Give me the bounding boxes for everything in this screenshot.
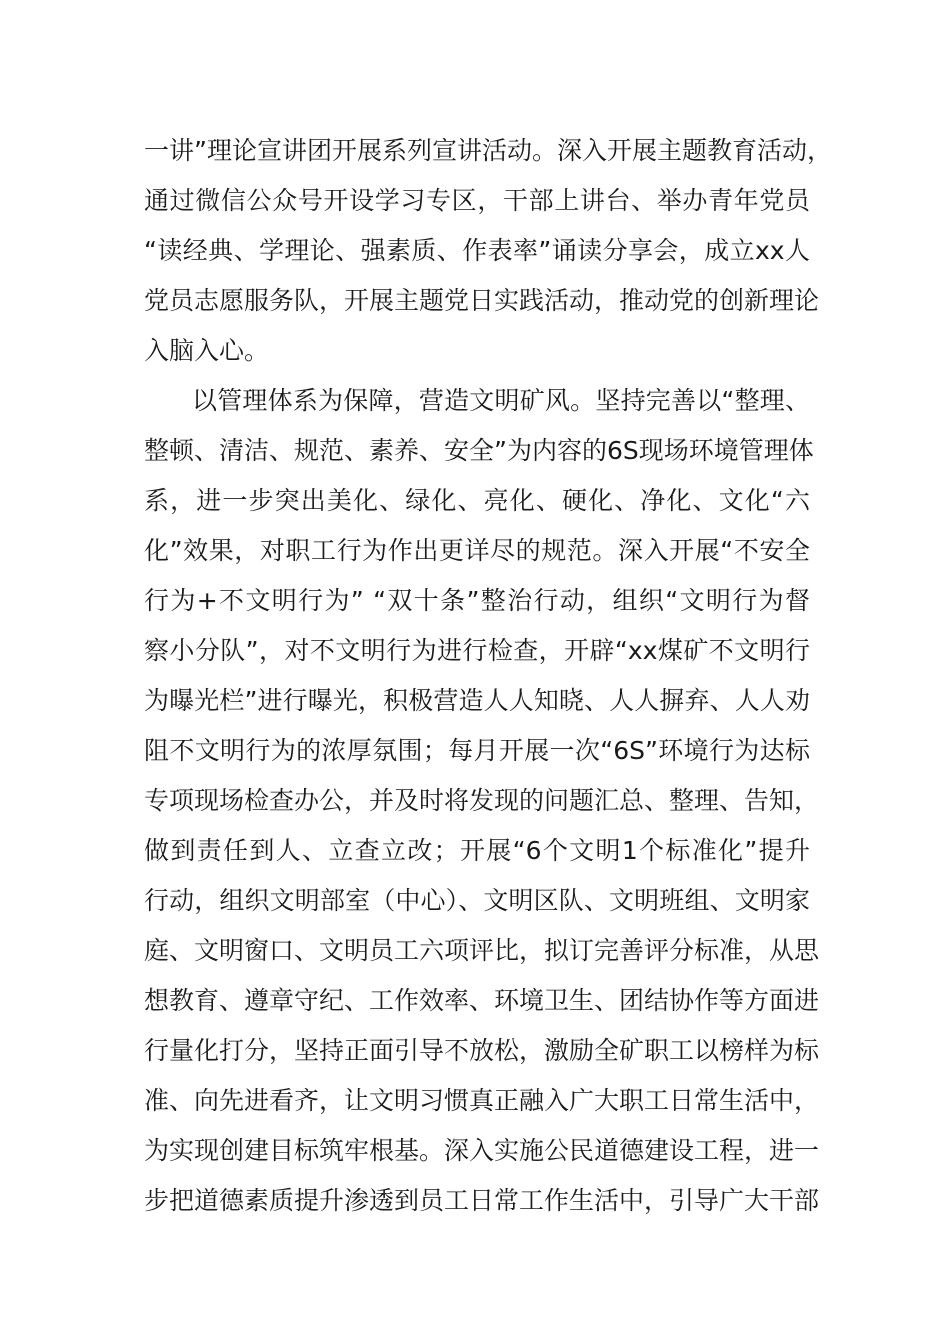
text-line: 整顿、清洁、规范、素养、安全”为内容的6S现场环境管理体 [144, 436, 814, 465]
text-line: 为曝光栏”进行曝光，积极营造人人知晓、人人摒弃、人人劝 [144, 686, 810, 715]
text-line: 一讲”理论宣讲团开展系列宣讲活动。深入开展主题教育活动， [144, 136, 832, 165]
text-line: 化”效果，对职工行为作出更详尽的规范。深入开展“不安全 [144, 536, 810, 565]
text-line: 以管理体系为保障，营造文明矿风。坚持完善以“整理、 [192, 386, 810, 415]
text-line: 专项现场检查办公，并及时将发现的问题汇总、整理、告知， [144, 786, 820, 815]
text-line: 察小分队”，对不文明行为进行检查，开辟“xx煤矿不文明行 [144, 636, 810, 665]
text-line: 阻不文明行为的浓厚氛围；每月开展一次“6S”环境行为达标 [144, 736, 810, 765]
text-line: 系，进一步突出美化、绿化、亮化、硬化、净化、文化“六 [144, 486, 810, 515]
text-line: 入脑入心。 [144, 336, 270, 365]
text-line: 党员志愿服务队，开展主题党日实践活动，推动党的创新理论 [144, 286, 820, 315]
text-line: “读经典、学理论、强素质、作表率”诵读分享会，成立xx人 [144, 236, 810, 265]
text-line: 步把道德素质提升渗透到员工日常工作生活中，引导广大干部 [144, 1186, 820, 1215]
document-body [144, 126, 832, 1226]
text-line: 想教育、遵章守纪、工作效率、环境卫生、团结协作等方面进 [144, 986, 820, 1015]
paragraph-theory-study [144, 126, 832, 376]
text-line: 做到责任到人、立查立改；开展“6个文明1个标准化”提升 [144, 836, 810, 865]
text-line: 庭、文明窗口、文明员工六项评比，拟订完善评分标准，从思 [144, 936, 820, 965]
text-line: 准、向先进看齐，让文明习惯真正融入广大职工日常生活中， [144, 1086, 820, 1115]
text-line: 行为+不文明行为” “双十条”整治行动，组织“文明行为督 [144, 586, 810, 615]
text-line: 行量化打分，坚持正面引导不放松，激励全矿职工以榜样为标 [144, 1036, 820, 1065]
paragraph-management-system [144, 376, 820, 1226]
text-line: 通过微信公众号开设学习专区，干部上讲台、举办青年党员 [144, 186, 810, 215]
text-line: 行动，组织文明部室（中心）、文明区队、文明班组、文明家 [144, 886, 810, 915]
text-line: 为实现创建目标筑牢根基。深入实施公民道德建设工程，进一 [144, 1136, 820, 1165]
